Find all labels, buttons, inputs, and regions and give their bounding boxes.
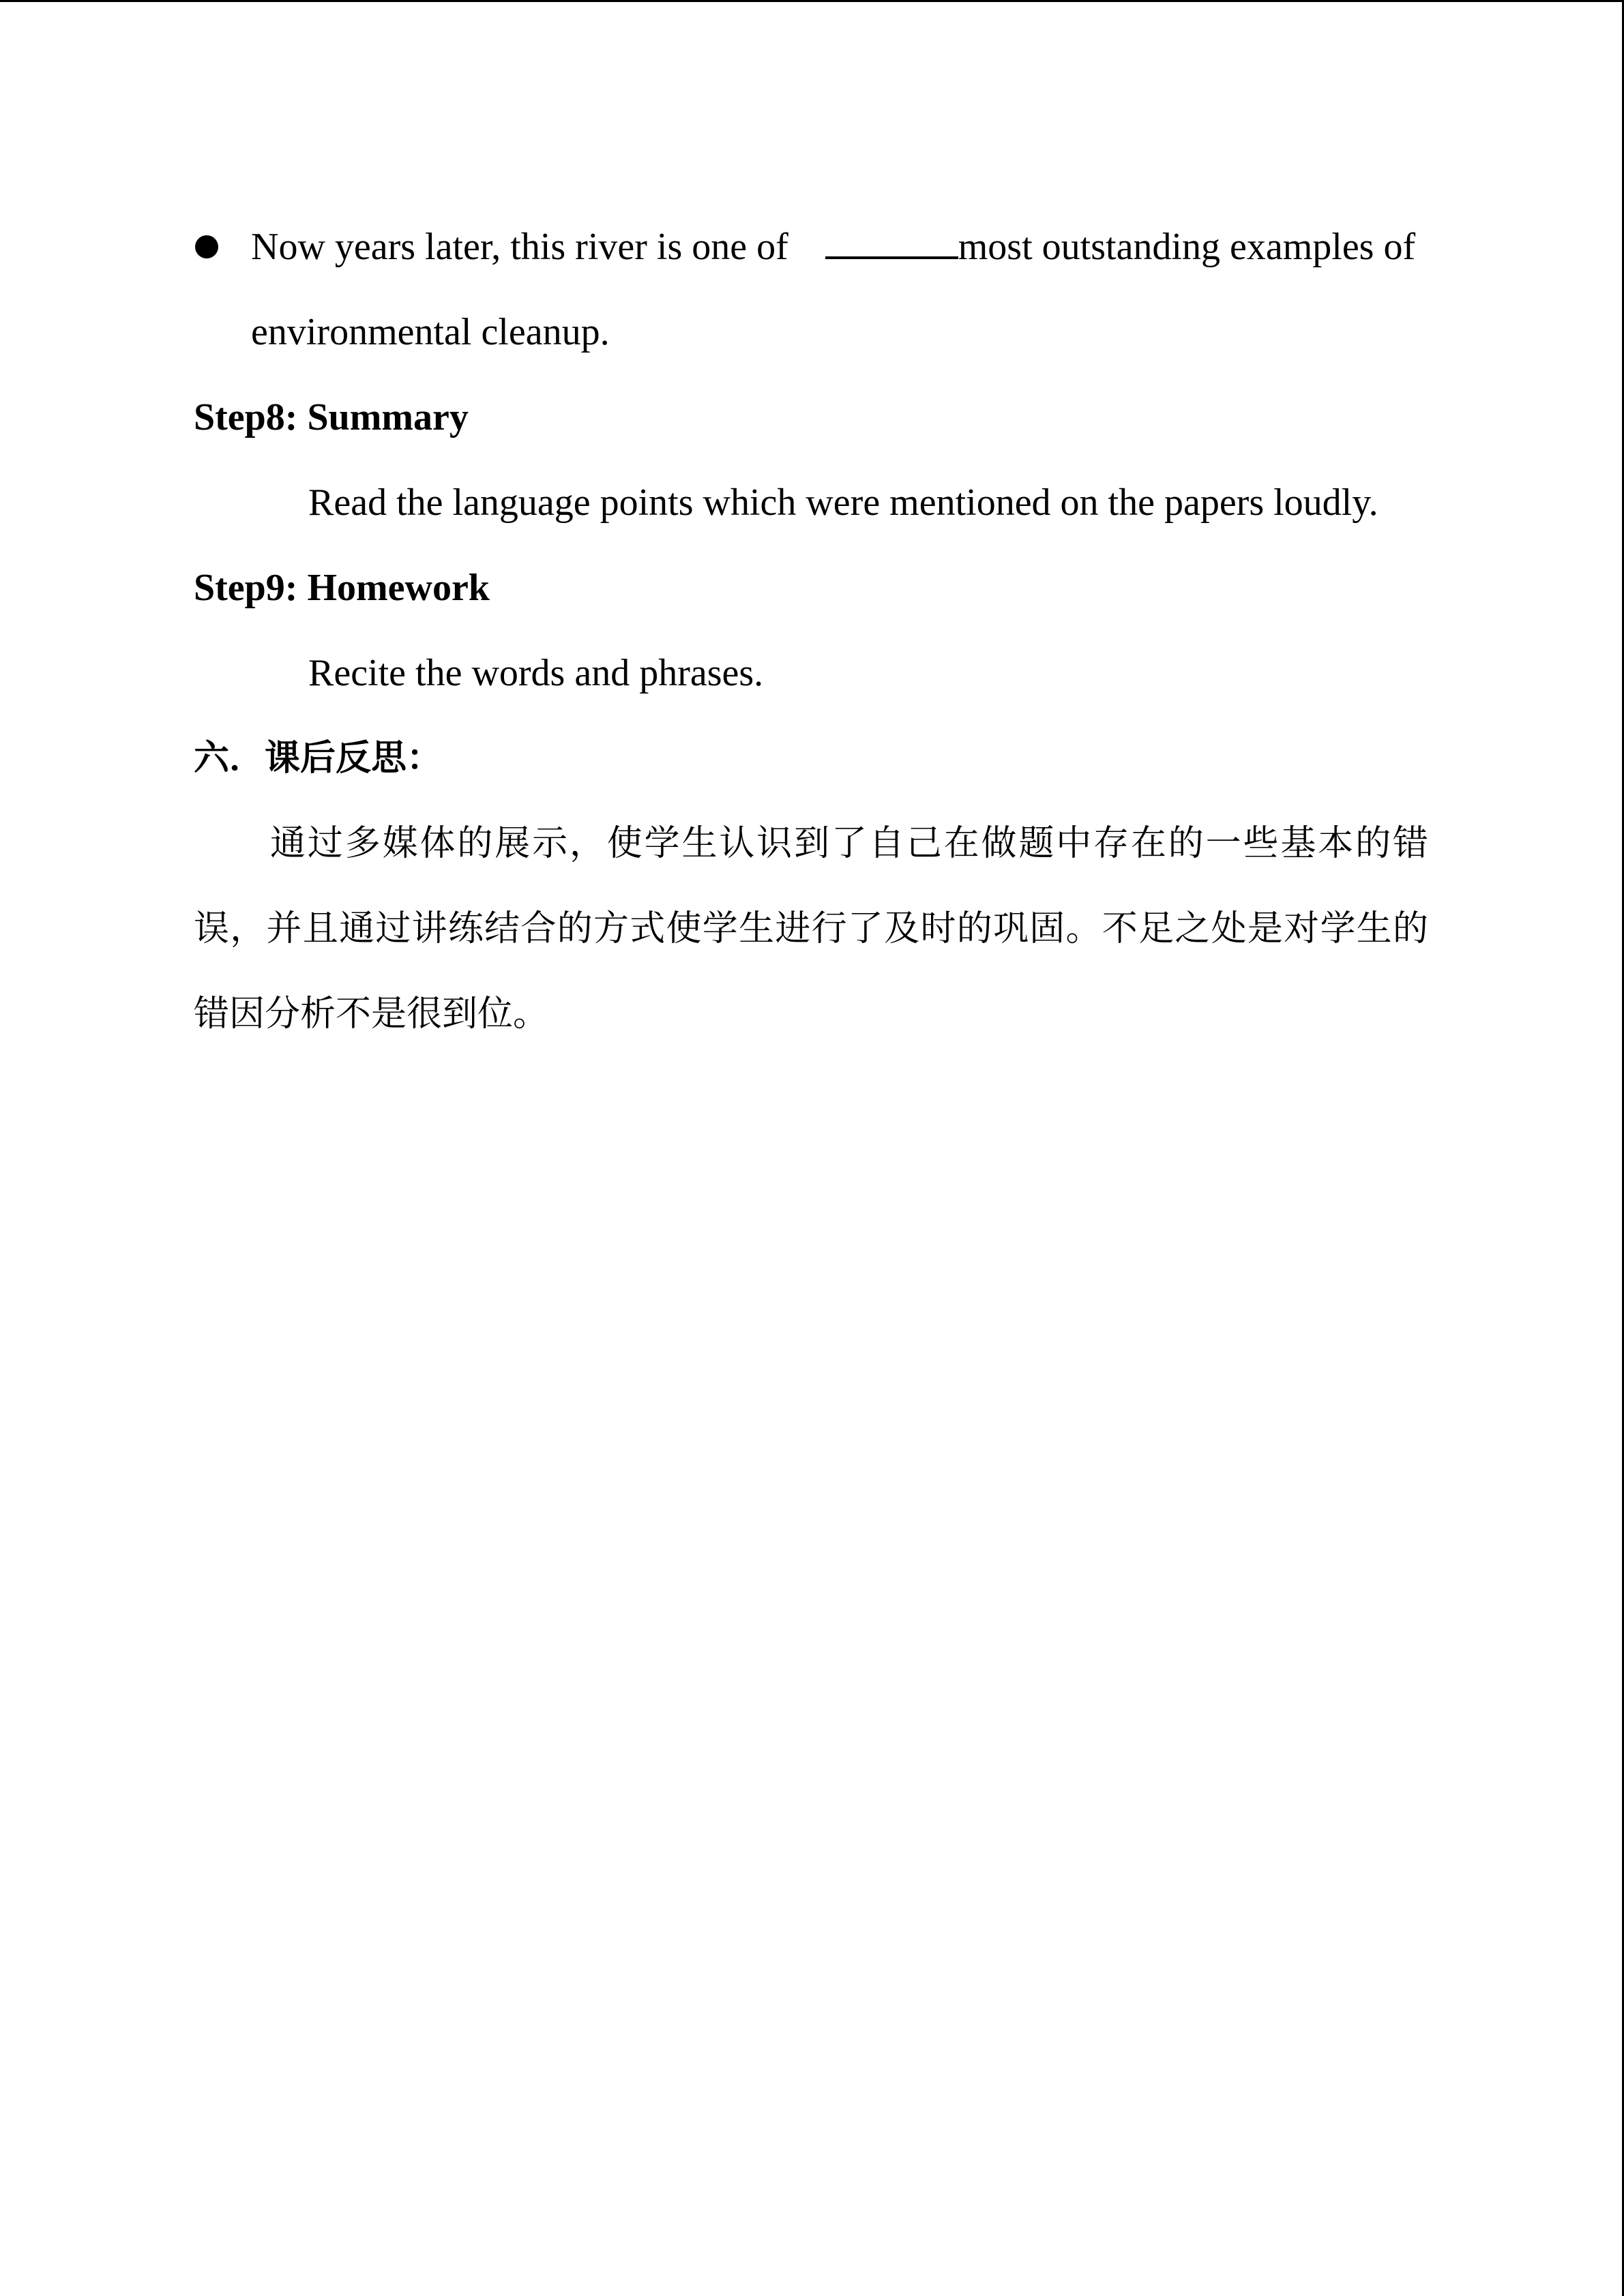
step9-heading: Step9: Homework bbox=[194, 567, 490, 609]
fill-in-blank bbox=[825, 229, 958, 259]
bullet-text-after-blank: most outstanding examples of bbox=[958, 226, 1416, 268]
reflection-paragraph: 通过多媒体的展示，使学生认识到了自己在做题中存在的一些基本的错误，并且通过讲练结合的方式使学生进行了及时的巩固。不足之处是对学生的错因分析不是很到位。 bbox=[194, 824, 1428, 1034]
step8-heading: Step8: Summary bbox=[194, 396, 469, 438]
page-top-border bbox=[0, 0, 1624, 2]
page-content bbox=[194, 205, 1428, 1057]
step8-body: Read the language points which were mentioned on the papers loudly. bbox=[308, 481, 1378, 524]
bullet-line-2: environmental cleanup. bbox=[251, 311, 610, 353]
bullet-item bbox=[194, 205, 1428, 375]
step9-body: Recite the words and phrases. bbox=[308, 652, 764, 694]
reflection-heading: 六．课后反思： bbox=[194, 739, 443, 778]
bullet-text-before-blank: Now years later, this river is one of bbox=[251, 226, 788, 268]
bullet-line-1 bbox=[251, 205, 1428, 290]
bullet-dot-icon bbox=[195, 235, 218, 258]
